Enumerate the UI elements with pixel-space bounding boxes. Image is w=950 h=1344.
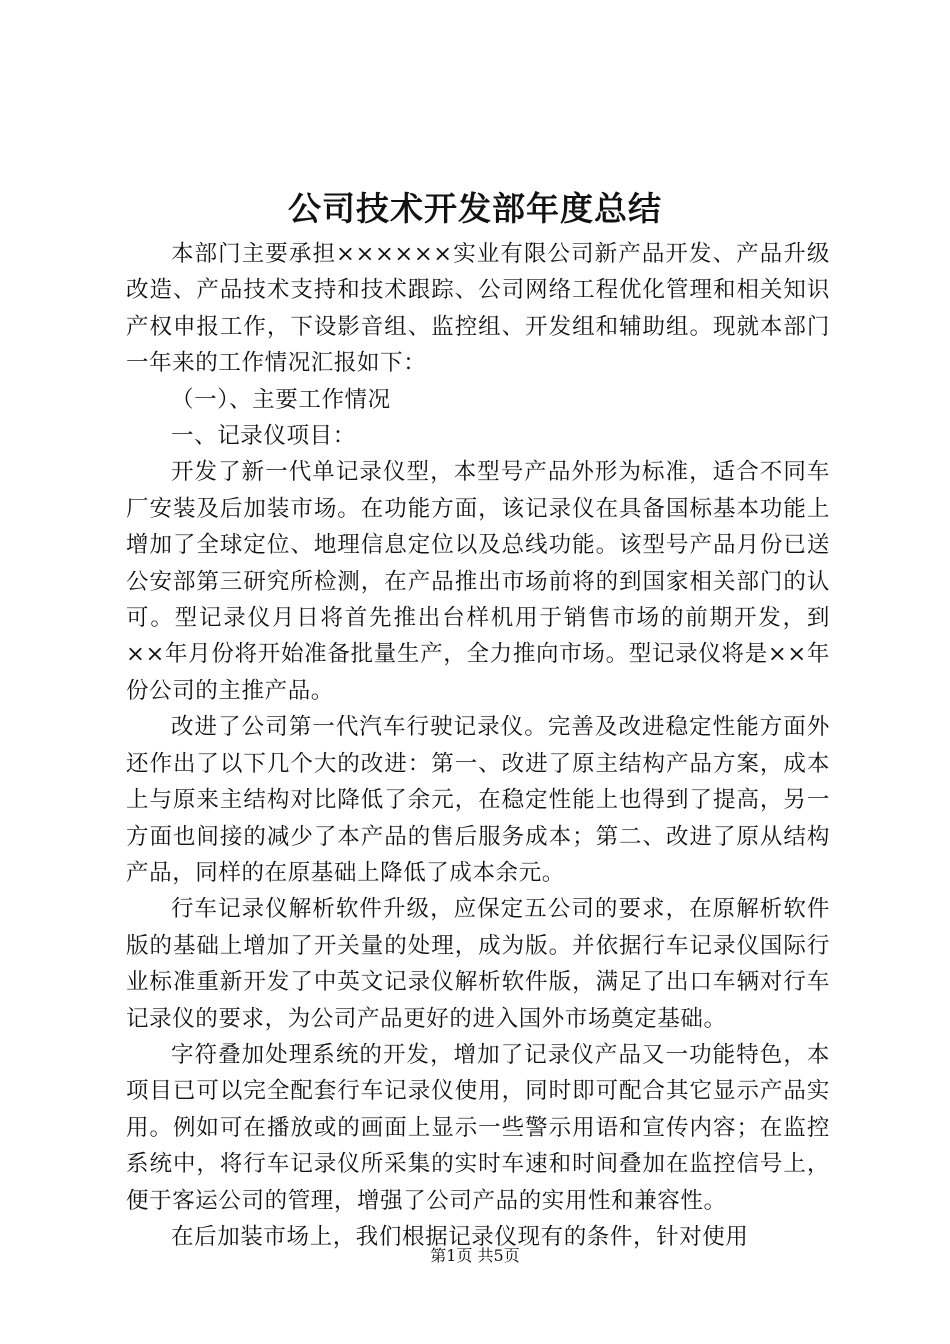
- document-body: [126, 236, 830, 1255]
- paragraph: 在后加装市场上，我们根据记录仪现有的条件，针对使用: [171, 1223, 749, 1250]
- paragraph-intro: 本部门主要承担××××××实业有限公司新产品开发、产品升级改造、产品技术支持和技术跟踪、公司网络工程优化管理和相关知识产权申报工作，下设影音组、监控组、开发组和辅助组。现就本部门一年来的工作情况汇报如下：: [126, 241, 830, 377]
- subsection-heading: 一、记录仪项目：: [171, 423, 356, 450]
- section-heading: （一）、主要工作情况: [171, 386, 391, 413]
- paragraph: 改进了公司第一代汽车行驶记录仪。完善及改进稳定性能方面外还作出了以下几个大的改进：第一、改进了原主结构产品方案，成本上与原来主结构对比降低了余元，在稳定性能上也得到了提高，另一方面也间接的减少了本产品的售后服务成本；第二、改进了原从结构产品，同样的在原基础上降低了成本余元。: [126, 714, 830, 886]
- paragraph: 字符叠加处理系统的开发，增加了记录仪产品又一功能特色，本项目已可以完全配套行车记录仪使用，同时即可配合其它显示产品实用。例如可在播放或的画面上显示一些警示用语和宣传内容；在监控系统中，将行车记录仪所采集的实时车速和时间叠加在监控信号上，便于客运公司的管理，增强了公司产品的实用性和兼容性。: [126, 1041, 830, 1214]
- paragraph: 行车记录仪解析软件升级，应保定五公司的要求，在原解析软件版的基础上增加了开关量的处理，成为版。并依据行车记录仪国际行业标准重新开发了中英文记录仪解析软件版，满足了出口车辆对行车记录仪的要求，为公司产品更好的进入国外市场奠定基础。: [126, 896, 830, 1032]
- document-title: 公司技术开发部年度总结: [288, 189, 662, 228]
- paragraph: 开发了新一代单记录仪型，本型号产品外形为标准，适合不同车厂安装及后加装市场。在功能方面，该记录仪在具备国标基本功能上增加了全球定位、地理信息定位以及总线功能。该型号产品月份已送公安部第三研究所检测，在产品推出市场前将的到国家相关部门的认可。型记录仪月日将首先推出台样机用于销售市场的前期开发，到××年月份将开始准备批量生产，全力推向市场。型记录仪将是××年份公司的主推产品。: [126, 459, 830, 704]
- page-footer: 第1页 共5页: [430, 1246, 520, 1265]
